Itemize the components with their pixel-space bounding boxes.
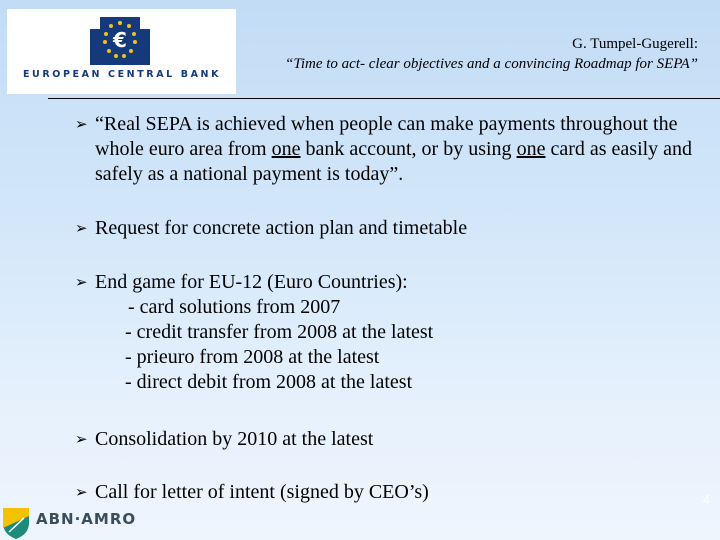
- bullet-text: Call for letter of intent (signed by CEO’s): [95, 481, 429, 503]
- shield-icon: [0, 506, 32, 540]
- bullet-text: Request for concrete action plan and timetable: [95, 217, 468, 239]
- arrow-bullet-icon: ➢: [75, 430, 88, 448]
- list-item: - prieuro from 2008 at the latest: [125, 346, 380, 368]
- list-item: - direct debit from 2008 at the latest: [125, 371, 413, 393]
- ecb-logo-text: EUROPEAN CENTRAL BANK: [22, 69, 222, 80]
- end-game-list: [95, 295, 715, 395]
- svg-text:€: €: [113, 28, 127, 52]
- header-author: G. Tumpel-Gugerell:: [572, 36, 698, 52]
- ecb-logo: [7, 9, 236, 94]
- arrow-bullet-icon: ➢: [75, 115, 88, 133]
- list-item: - card solutions from 2007: [128, 296, 341, 318]
- bullet-text: Consolidation by 2010 at the latest: [95, 428, 374, 450]
- page-number: 4: [702, 492, 710, 507]
- header-quote: “Time to act- clear objectives and a convincing Roadmap for SEPA”: [285, 56, 698, 72]
- bullet-text: End game for EU-12 (Euro Countries):: [95, 271, 408, 293]
- bullet-text: “Real SEPA is achieved when people can make payments throughout the whole euro area from one bank account, or by using one card as easily and safely as a national payment is today”.: [95, 113, 693, 185]
- abn-amro-wordmark: ABN·AMRO: [36, 510, 137, 528]
- arrow-bullet-icon: ➢: [75, 273, 88, 291]
- arrow-bullet-icon: ➢: [75, 219, 88, 237]
- list-item: - credit transfer from 2008 at the latest: [125, 321, 434, 343]
- header-divider: [48, 98, 720, 99]
- abn-amro-logo: [0, 506, 150, 540]
- euro-logo-icon: [88, 15, 152, 67]
- arrow-bullet-icon: ➢: [75, 483, 88, 501]
